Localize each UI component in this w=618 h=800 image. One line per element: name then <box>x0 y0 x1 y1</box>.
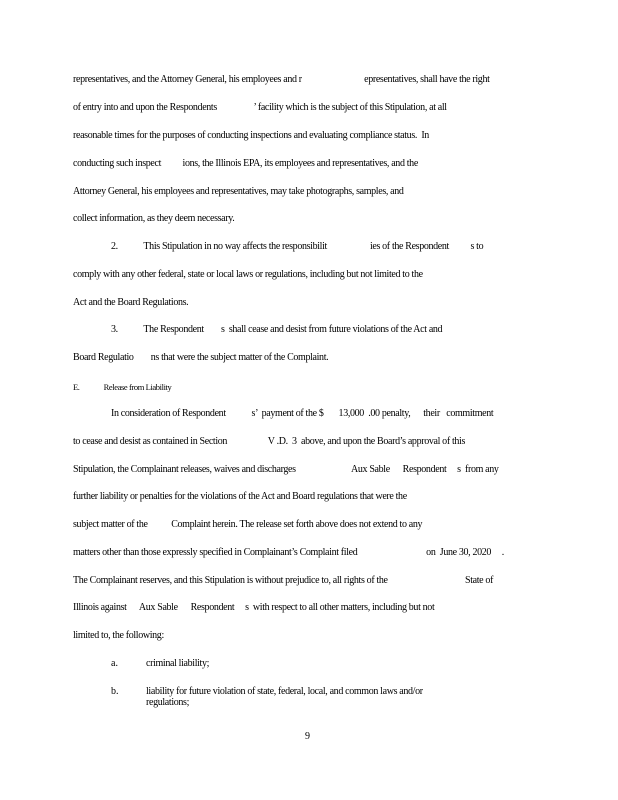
text-line: Stipulation, the Complainant releases, waives and discharges Aux Sable Respondent s from any <box>73 464 499 475</box>
list-item-label: a. <box>111 658 118 669</box>
text-line: conducting such inspect ions, the Illinois EPA, its employees and representatives, and the <box>73 158 418 169</box>
text-line: of entry into and upon the Respondents ’ facility which is the subject of this Stipulation, at all <box>73 102 447 113</box>
list-item-text: regulations; <box>146 697 190 708</box>
text-line: Illinois against Aux Sable Respondent s with respect to all other matters, including but not <box>73 602 435 613</box>
text-line: matters other than those expressly specified in Complainant’s Complaint filed on June 30, 2020 . <box>73 547 504 558</box>
text-line: subject matter of the Complaint herein. The release set forth above does not extend to any <box>73 519 423 530</box>
text-line: 3. The Respondent s shall cease and desist from future violations of the Act and <box>111 324 443 335</box>
page-number: 9 <box>305 731 310 742</box>
section-heading: E. Release from Liability <box>73 382 172 392</box>
text-line: collect information, as they deem necessary. <box>73 213 235 224</box>
text-line: Attorney General, his employees and representatives, may take photographs, samples, and <box>73 186 404 197</box>
text-line: Board Regulatio ns that were the subject matter of the Complaint. <box>73 352 329 363</box>
text-line: further liability or penalties for the violations of the Act and Board regulations that were the <box>73 491 407 502</box>
text-line: The Complainant reserves, and this Stipulation is without prejudice to, all rights of the State of <box>73 575 494 586</box>
text-line: representatives, and the Attorney General, his employees and r epresentatives, shall have the right <box>73 74 490 85</box>
text-line: Act and the Board Regulations. <box>73 297 189 308</box>
text-line: 2. This Stipulation in no way affects the responsibilit ies of the Respondent s to <box>111 241 484 252</box>
list-item-label: b. <box>111 686 119 697</box>
list-item-text: liability for future violation of state, federal, local, and common laws and/or <box>146 686 423 697</box>
text-line: In consideration of Respondent s’ payment of the $ 13,000 .00 penalty, their commitment <box>111 408 494 419</box>
text-line: limited to, the following: <box>73 630 164 641</box>
text-line: comply with any other federal, state or local laws or regulations, including but not limited to the <box>73 269 423 280</box>
text-line: to cease and desist as contained in Section V .D. 3 above, and upon the Board’s approval of this <box>73 436 466 447</box>
list-item-text: criminal liability; <box>146 658 210 669</box>
text-line: reasonable times for the purposes of conducting inspections and evaluating compliance status. In <box>73 130 429 141</box>
